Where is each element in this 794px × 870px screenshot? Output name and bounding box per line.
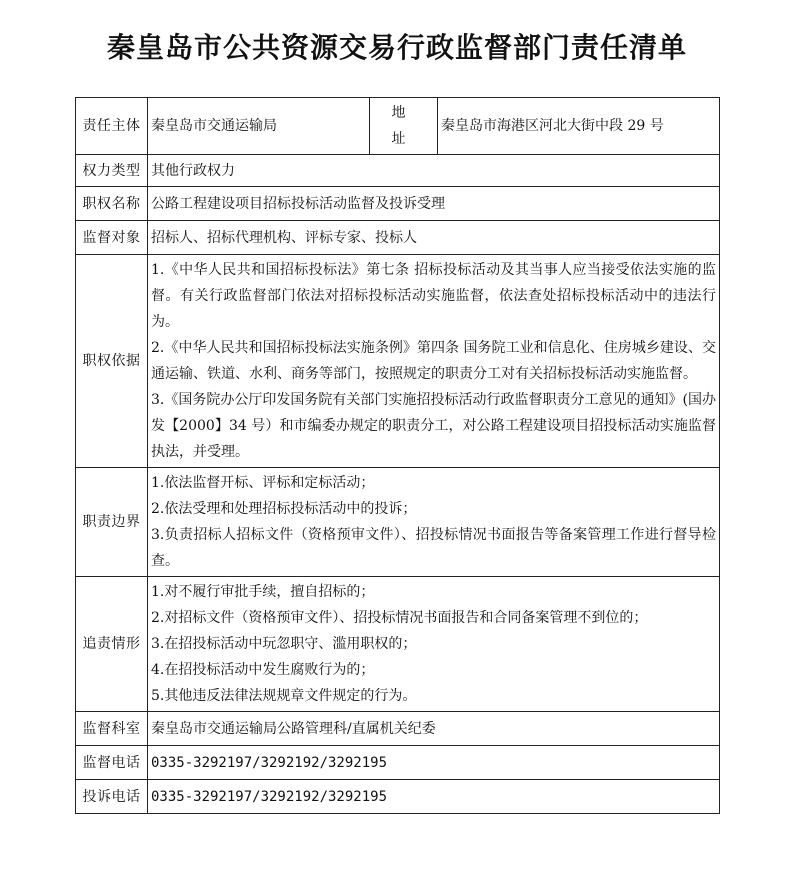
row-boundary <box>76 468 720 577</box>
row-power-type <box>76 155 720 187</box>
complaint-value: 0335-3292197/3292192/3292195 <box>148 780 720 814</box>
basis-content <box>148 255 720 468</box>
accountability-item: 1.对不履行审批手续，擅自招标的； <box>151 584 375 600</box>
phone-value: 0335-3292197/3292192/3292195 <box>148 746 720 780</box>
address-value: 秦皇岛市海港区河北大街中段 29 号 <box>438 98 720 155</box>
row-accountability <box>76 577 720 712</box>
row-phone <box>76 746 720 780</box>
power-name-value: 公路工程建设项目招标投标活动监督及投诉受理 <box>148 187 720 221</box>
row-supervised <box>76 221 720 255</box>
power-type-value: 其他行政权力 <box>148 155 720 187</box>
accountability-label: 追责情形 <box>76 577 148 712</box>
page-title: 秦皇岛市公共资源交易行政监督部门责任清单 <box>106 31 687 64</box>
address-label: 地 址 <box>370 98 438 155</box>
accountability-content <box>148 577 720 712</box>
boundary-item: 1.依法监督开标、评标和定标活动； <box>151 475 375 491</box>
boundary-content <box>148 468 720 577</box>
responsibility-table <box>75 97 720 814</box>
row-subject <box>76 98 720 155</box>
basis-item: 3.《国务院办公厅印发国务院有关部门实施招投标活动行政监督职责分工意见的通知》(国办发【2000】34 号）和市编委办规定的职责分工，对公路工程建设项目招投标活动实施监督执法，并受理。 <box>151 392 716 460</box>
boundary-label: 职责边界 <box>76 468 148 577</box>
office-label: 监督科室 <box>76 712 148 746</box>
boundary-item: 2.依法受理和处理招标投标活动中的投诉； <box>151 501 417 517</box>
accountability-item: 2.对招标文件（资格预审文件）、招投标情况书面报告和合同备案管理不到位的； <box>151 610 648 626</box>
basis-item: 2.《中华人民共和国招标投标法实施条例》第四条 国务院工业和信息化、住房城乡建设、交通运输、铁道、水利、商务等部门，按照规定的职责分工对有关招标投标活动实施监督。 <box>151 340 716 382</box>
row-power-name <box>76 187 720 221</box>
accountability-item: 3.在招投标活动中玩忽职守、滥用职权的； <box>151 636 417 652</box>
subject-label: 责任主体 <box>76 98 148 155</box>
row-basis <box>76 255 720 468</box>
subject-value: 秦皇岛市交通运输局 <box>148 98 370 155</box>
complaint-label: 投诉电话 <box>76 780 148 814</box>
accountability-item: 5.其他违反法律法规规章文件规定的行为。 <box>151 688 417 704</box>
row-office <box>76 712 720 746</box>
boundary-item: 3.负责招标人招标文件（资格预审文件）、招投标情况书面报告等备案管理工作进行督导检查。 <box>151 527 716 569</box>
office-value: 秦皇岛市交通运输局公路管理科/直属机关纪委 <box>148 712 720 746</box>
accountability-item: 4.在招投标活动中发生腐败行为的； <box>151 662 375 678</box>
basis-item: 1.《中华人民共和国招标投标法》第七条 招标投标活动及其当事人应当接受依法实施的监督。有关行政监督部门依法对招标投标活动实施监督，依法查处招标投标活动中的违法行为。 <box>151 262 716 330</box>
phone-label: 监督电话 <box>76 746 148 780</box>
row-complaint <box>76 780 720 814</box>
supervised-value: 招标人、招标代理机构、评标专家、投标人 <box>148 221 720 255</box>
supervised-label: 监督对象 <box>76 221 148 255</box>
power-name-label: 职权名称 <box>76 187 148 221</box>
power-type-label: 权力类型 <box>76 155 148 187</box>
basis-label: 职权依据 <box>76 255 148 468</box>
